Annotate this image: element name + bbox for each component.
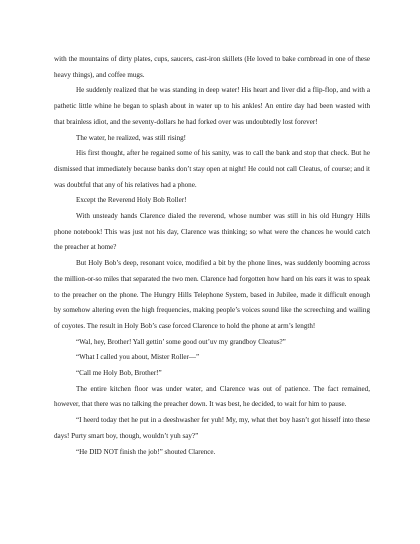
paragraph: “Call me Holy Bob, Brother!”: [76, 369, 162, 378]
paragraph: Except the Reverend Holy Bob Roller!: [76, 196, 187, 205]
paragraph: “I heerd today thet he put in a deeshwasher fer yuh! My, my, what thet boy hasn’t got hisself into these days! Purty smart boy, though, wouldn’t yuh say?”: [54, 416, 370, 440]
paragraph: The water, he realized, was still rising!: [76, 133, 187, 142]
paragraph: But Holy Bob’s deep, resonant voice, modified a bit by the phone lines, was suddenly booming across the million-or-so miles that separated the two men. Clarence had forgotten how hard on his ears it was to speak to the preacher on the phone. The Hungry Hills Telephone System, based in Jubilee, made it difficult enough by somehow altering even the high frequencies, making people’s voices sound like the screeching and wailing of coyotes. The result in Holy Bob’s case forced Clarence to hold the phone at arm’s length!: [54, 259, 370, 330]
paragraph: “He DID NOT finish the job!” shouted Clarence.: [76, 447, 216, 456]
body-text: [54, 52, 370, 460]
paragraph: With unsteady hands Clarence dialed the reverend, whose number was still in his old Hungry Hills phone notebook! This was just not his day, Clarence was thinking; so what were the chances he would catch the preacher at home?: [54, 212, 370, 252]
paragraph: “Wal, hey, Brother! Yall gettin’ some good out’uv my grandboy Cleatus?”: [76, 337, 286, 346]
paragraph: His first thought, after he regained some of his sanity, was to call the bank and stop that check. But he dismissed that immediately because banks don’t stay open at night! He could not call Cleatus, of course; and it was doubtful that any of his relatives had a phone.: [54, 149, 370, 189]
paragraph: He suddenly realized that he was standing in deep water! His heart and liver did a flip-flop, and with a pathetic little whine he began to splash about in water up to his ankles! An entire day had been wasted with that brainless idiot, and the seventy-dollars he had forked over was undoubtedly lost forever!: [54, 86, 370, 126]
paragraph: The entire kitchen floor was under water, and Clarence was out of patience. The fact remained, however, that there was no talking the preacher down. It was best, he decided, to wait for him to pause.: [54, 384, 370, 409]
paragraph: “What I called you about, Mister Roller—”: [76, 353, 200, 362]
paragraph: with the mountains of dirty plates, cups, saucers, cast-iron skillets (He loved to bake cornbread in one of these heavy things), and coffee mugs.: [54, 55, 370, 79]
